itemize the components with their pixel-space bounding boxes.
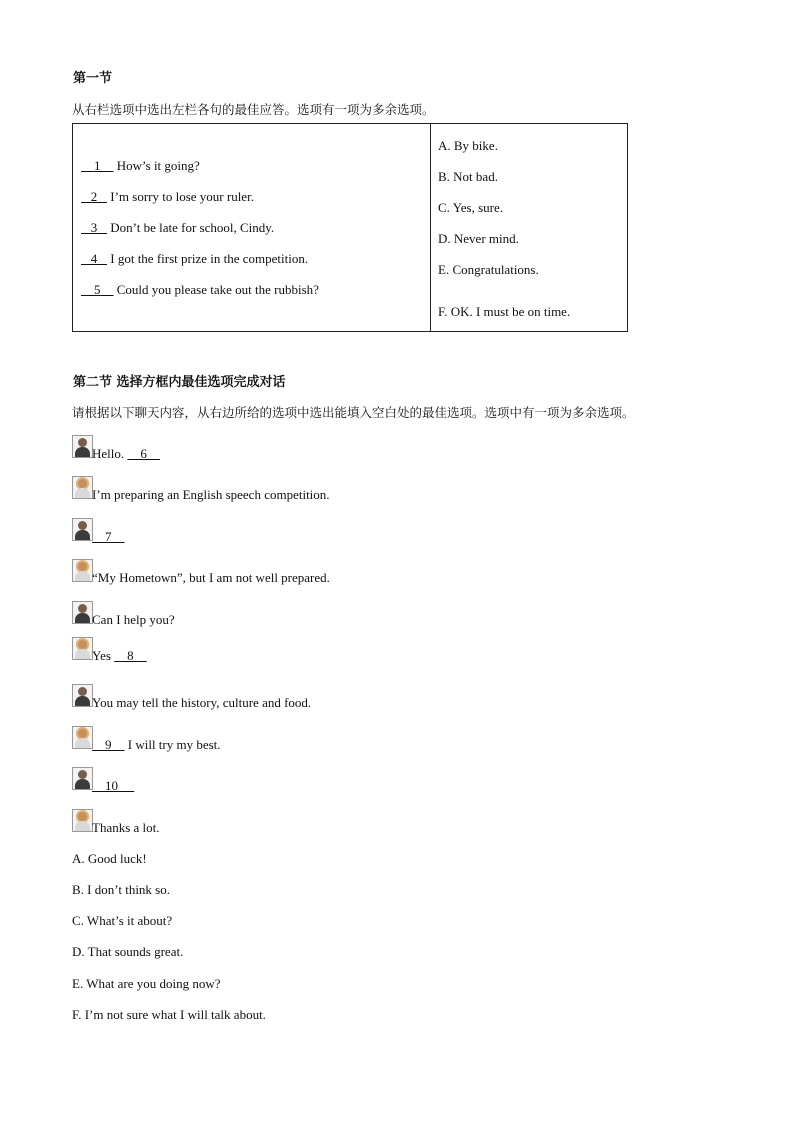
boy-avatar-icon — [72, 518, 93, 541]
girl-avatar-icon — [72, 809, 93, 832]
s2-option-e: E. What are you doing now? — [72, 976, 221, 991]
boy-avatar-icon — [72, 435, 93, 458]
option-f: F. OK. I must be on time. — [438, 304, 571, 319]
dialogue-line-9: 10 — [92, 778, 135, 793]
boy-avatar-icon — [72, 684, 93, 707]
section1-title: 第一节 — [73, 71, 113, 86]
dialogue-line-7: You may tell the history, culture and food. — [92, 695, 312, 710]
girl-avatar-icon — [72, 726, 93, 749]
matching-table — [72, 123, 628, 332]
option-a: A. By bike. — [438, 138, 498, 153]
option-b: B. Not bad. — [438, 169, 498, 184]
dialogue-line-2: I’m preparing an English speech competition. — [92, 487, 330, 502]
dialogue-line-8: 9 I will try my best. — [92, 737, 221, 752]
dialogue-line-5: Can I help you? — [92, 612, 175, 627]
section2-title: 第二节 选择方框内最佳选项完成对话 — [73, 375, 286, 390]
dialogue-line-6: Yes 8 — [92, 648, 147, 663]
girl-avatar-icon — [72, 559, 93, 582]
dialogue-line-4: “My Hometown”, but I am not well prepared. — [92, 570, 330, 585]
s2-option-b: B. I don’t think so. — [72, 882, 170, 897]
question-5: 5 Could you please take out the rubbish? — [81, 282, 319, 297]
section1-instruction: 从右栏选项中选出左栏各句的最佳应答。选项有一项为多余选项。 — [72, 102, 435, 117]
question-4: 4 I got the first prize in the competition. — [81, 251, 309, 266]
question-3: 3 Don’t be late for school, Cindy. — [81, 220, 275, 235]
boy-avatar-icon — [72, 601, 93, 624]
s2-option-d: D. That sounds great. — [72, 944, 184, 959]
girl-avatar-icon — [72, 637, 93, 660]
option-c: C. Yes, sure. — [438, 200, 504, 215]
dialogue-line-10: Thanks a lot. — [92, 820, 160, 835]
section2-instruction: 请根据以下聊天内容，从右边所给的选项中选出能填入空白处的最佳选项。选项中有一项为多余选项。 — [72, 405, 635, 420]
question-2: 2 I’m sorry to lose your ruler. — [81, 189, 254, 204]
dialogue-line-1: Hello. 6 — [92, 446, 160, 461]
questions-column — [73, 124, 431, 332]
dialogue-line-3: 7 — [92, 529, 125, 544]
girl-avatar-icon — [72, 476, 93, 499]
s2-option-a: A. Good luck! — [72, 851, 147, 866]
options-column — [431, 124, 628, 332]
question-1: 1 How’s it going? — [81, 158, 200, 173]
option-e: E. Congratulations. — [438, 262, 539, 277]
s2-option-f: F. I’m not sure what I will talk about. — [72, 1007, 266, 1022]
boy-avatar-icon — [72, 767, 93, 790]
option-d: D. Never mind. — [438, 231, 519, 246]
s2-option-c: C. What’s it about? — [72, 913, 173, 928]
